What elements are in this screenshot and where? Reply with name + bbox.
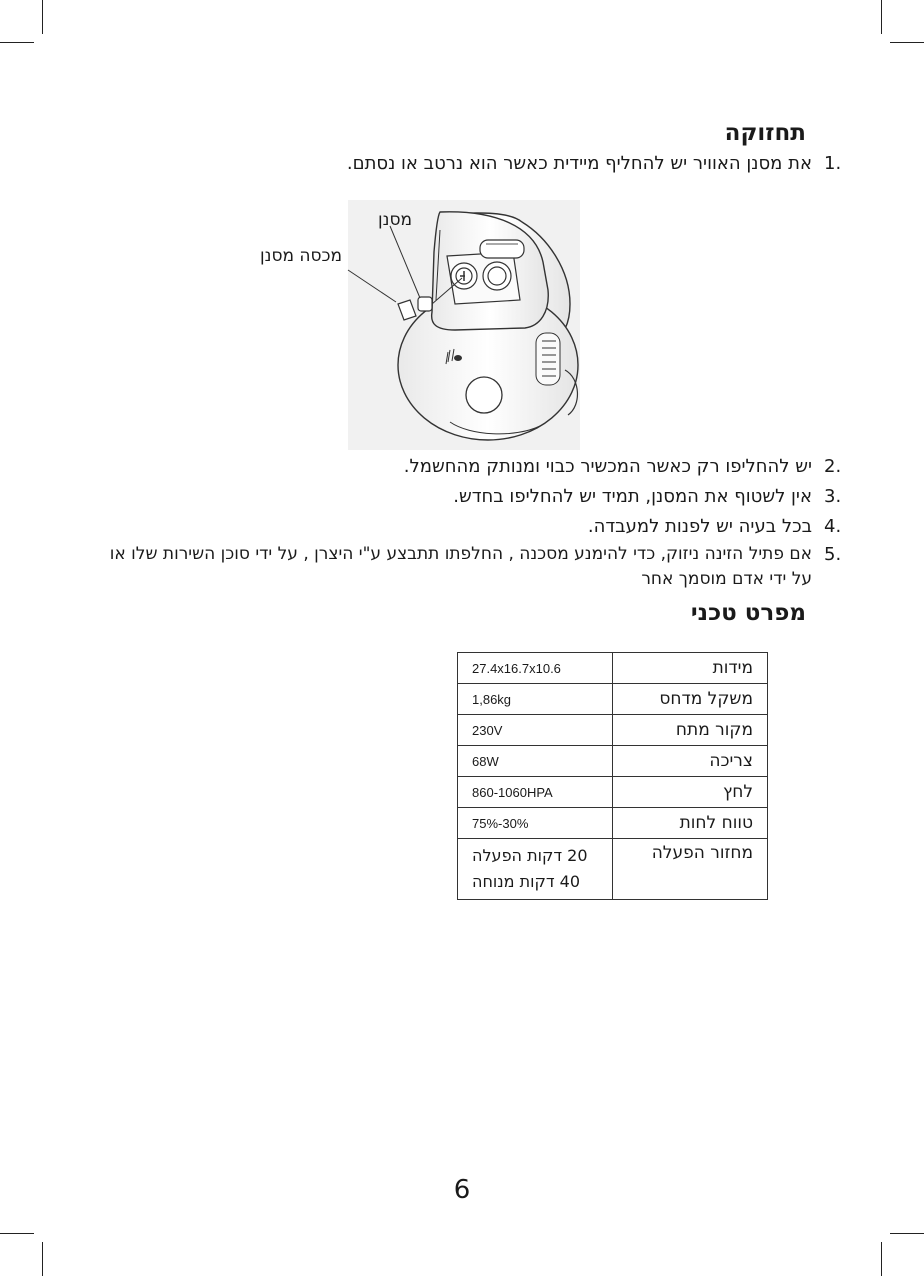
item-text: את מסנן האוויר יש להחליף מיידית כאשר הוא נרטב או נסתם. [346,153,812,174]
spec-value: 230V [458,715,613,746]
list-item [346,149,842,179]
table-row [458,777,768,808]
item-text: אין לשטוף את המסנן, תמיד יש להחליפו בחדש. [453,486,812,507]
spec-key: מידות [613,653,768,684]
crop-mark [42,1242,43,1276]
table-row [458,839,768,900]
table-row [458,684,768,715]
spec-key: משקל מדחס [613,684,768,715]
crop-mark [890,1233,924,1234]
spec-value: 1,86kg [458,684,613,715]
item-text: על ידי אדם מוסמך אחר [641,569,812,589]
page-number: 6 [453,1175,471,1205]
crop-mark [0,42,34,43]
list-item [109,542,842,592]
spec-value-line: 40 דקות מנוחה [472,872,581,891]
item-number: 4. [824,516,842,537]
specs-table [457,652,768,900]
crop-mark [881,1242,882,1276]
spec-value: 860-1060HPA [458,777,613,808]
item-text: בכל בעיה יש לפנות למעבדה. [587,516,812,537]
maintenance-title: תחזוקה [724,120,806,146]
spec-value [458,839,613,900]
list-item [587,512,842,542]
item-number: 5. [824,544,842,565]
filter-cover-label: מכסה מסנן [260,246,343,266]
crop-mark [890,42,924,43]
spec-key: צריכה [613,746,768,777]
spec-key: מחזור הפעלה [613,839,768,900]
item-text: יש להחליפו רק כאשר המכשיר כבוי ומנותק מהחשמל. [403,456,812,477]
table-row [458,808,768,839]
filter-label: מסנן [378,210,413,230]
spec-key: לחץ [613,777,768,808]
list-item [453,482,842,512]
item-number: 3. [824,486,842,507]
specs-title: מפרט טכני [690,600,806,626]
item-text: אם פתיל הזינה ניזוק, כדי להימנע מסכנה , החלפתו תתבצע ע"י היצרן , על ידי סוכן השירות שלו או [109,544,812,564]
crop-mark [42,0,43,34]
spec-key: טווח לחות [613,808,768,839]
table-row [458,715,768,746]
table-row [458,746,768,777]
item-number: 1. [824,153,842,174]
list-item [403,452,842,482]
spec-key: מקור מתח [613,715,768,746]
spec-value: 27.4x16.7x10.6 [458,653,613,684]
crop-mark [0,1233,34,1234]
spec-value: 68W [458,746,613,777]
spec-value-line: 20 דקות הפעלה [472,846,588,865]
spec-value: 30%-75% [458,808,613,839]
item-number: 2. [824,456,842,477]
crop-mark [881,0,882,34]
table-row [458,653,768,684]
nebulizer-illustration [250,200,580,450]
